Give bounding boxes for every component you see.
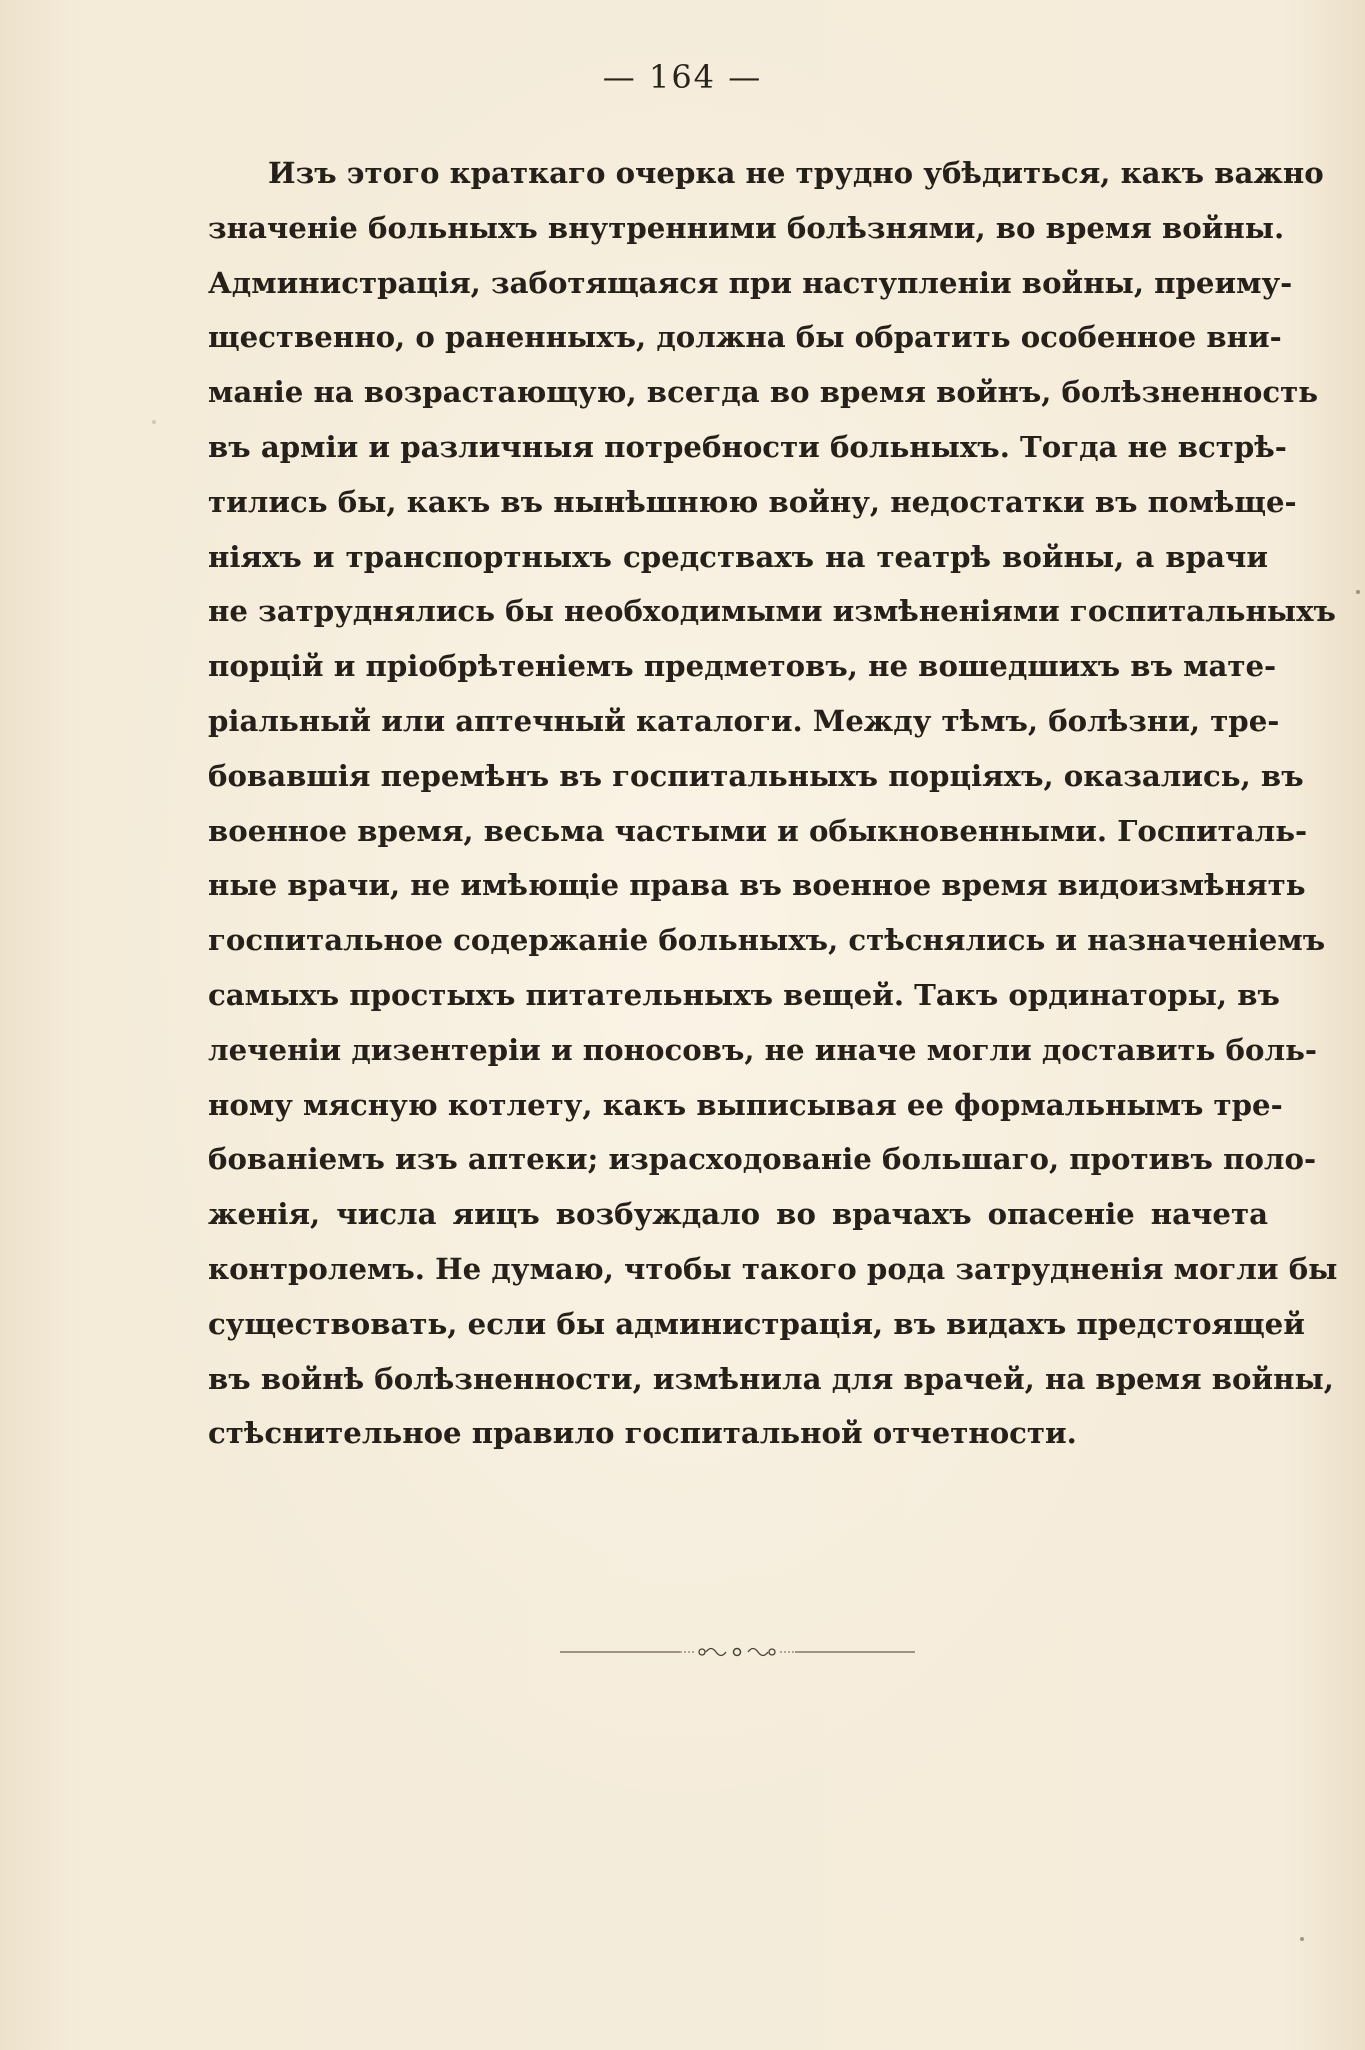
text-line: Администрація, заботящаяся при наступленіи войны, преиму- (208, 265, 1293, 300)
divider-flourish-icon (560, 1640, 915, 1664)
text-line: самыхъ простыхъ питательныхъ вещей. Такъ ординаторы, въ (208, 977, 1280, 1012)
text-line: леченіи дизентеріи и поносовъ, не иначе могли доставить боль- (208, 1032, 1317, 1067)
text-line: Изъ этого краткаго очерка не трудно убѣдиться, какъ важно (268, 156, 1324, 190)
text-line: стѣснительное правило госпитальной отчетности. (208, 1416, 1077, 1451)
paper-speck (152, 420, 156, 424)
page-number: — 164 — (602, 58, 763, 96)
text-line: ному мясную котлету, какъ выписывая ее формальнымъ тре- (208, 1087, 1283, 1122)
text-line: ріальный или аптечный каталоги. Между тѣмъ, болѣзни, тре- (208, 703, 1280, 738)
text-line: маніе на возрастающую, всегда во время войнъ, болѣзненность (208, 375, 1319, 410)
text-line: госпитальное содержаніе больныхъ, стѣснялись и назначеніемъ (208, 923, 1326, 958)
text-line: бовавшія перемѣнъ въ госпитальныхъ порціяхъ, оказались, въ (208, 758, 1304, 793)
text-line: порцій и пріобрѣтеніемъ предметовъ, не вошедшихъ въ мате- (208, 649, 1277, 684)
body-paragraph (208, 146, 1338, 1461)
text-line: бованіемъ изъ аптеки; израсходованіе большаго, противъ поло- (208, 1142, 1317, 1177)
text-line: существовать, если бы администрація, въ видахъ предстоящей (208, 1306, 1305, 1341)
text-line: военное время, весьма частыми и обыкновенными. Госпиталь- (208, 813, 1308, 848)
text-line: въ арміи и различныя потребности больныхъ. Тогда не встрѣ- (208, 429, 1287, 464)
text-line: тились бы, какъ въ нынѣшнюю войну, недостатки въ помѣще- (208, 484, 1297, 519)
text-line: въ войнѣ болѣзненности, измѣнила для врачей, на время войны, (208, 1361, 1334, 1396)
text-line: контролемъ. Не думаю, чтобы такого рода затрудненія могли бы (208, 1251, 1338, 1286)
text-line: ные врачи, не имѣющіе права въ военное время видоизмѣнять (208, 868, 1306, 903)
paper-speck (1356, 590, 1360, 594)
text-line: не затруднялись бы необходимыми измѣненіями госпитальныхъ (208, 594, 1336, 629)
text-line: ніяхъ и транспортныхъ средствахъ на театрѣ войны, а врачи (208, 539, 1268, 574)
text-line: женія, числа яицъ возбуждало во врачахъ опасеніе начета (208, 1197, 1268, 1232)
text-line: щественно, о раненныхъ, должна бы обратить особенное вни- (208, 320, 1282, 355)
text-line: значеніе больныхъ внутренними болѣзнями, во время войны. (208, 210, 1285, 245)
paper-speck (1300, 1937, 1304, 1941)
